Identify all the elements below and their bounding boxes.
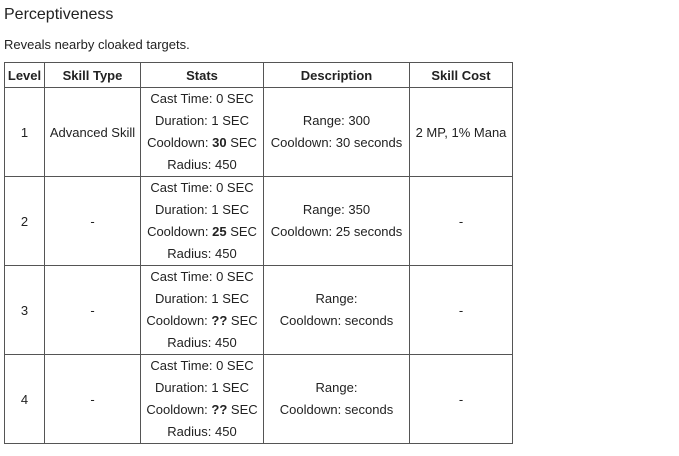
description-cell	[264, 266, 410, 355]
cooldown-unit: SEC	[226, 135, 257, 150]
duration: Duration: 1 SEC	[155, 113, 249, 128]
cooldown	[143, 399, 261, 421]
skill-description: Reveals nearby cloaked targets.	[4, 37, 190, 52]
cast-time: Cast Time: 0 SEC	[150, 91, 254, 106]
cooldown-value: ??	[211, 402, 228, 417]
stats-cell	[141, 177, 264, 266]
table-row	[5, 355, 513, 444]
table-header-row	[5, 63, 513, 88]
cooldown-unit: SEC	[226, 224, 257, 239]
cooldown	[143, 310, 261, 332]
cooldown-text: Cooldown: seconds	[279, 402, 394, 417]
cooldown-value: 25	[212, 224, 227, 239]
cast-time: Cast Time: 0 SEC	[150, 358, 254, 373]
cast-time: Cast Time: 0 SEC	[150, 269, 254, 284]
radius: Radius: 450	[167, 424, 237, 439]
duration: Duration: 1 SEC	[155, 380, 249, 395]
range-text: Range:	[315, 380, 358, 395]
table-row	[5, 88, 513, 177]
description-cell	[264, 355, 410, 444]
description-cell	[264, 88, 410, 177]
duration: Duration: 1 SEC	[155, 202, 249, 217]
level-cell: 1	[5, 88, 45, 177]
cooldown-label: Cooldown:	[146, 313, 212, 328]
cooldown-unit: SEC	[227, 402, 258, 417]
level-cell: 3	[5, 266, 45, 355]
column-header-description: Description	[264, 63, 410, 88]
cooldown	[143, 132, 261, 154]
cooldown-label: Cooldown:	[147, 224, 213, 239]
radius: Radius: 450	[167, 246, 237, 261]
table-row	[5, 266, 513, 355]
radius: Radius: 450	[167, 157, 237, 172]
skill-type-cell: Advanced Skill	[45, 88, 141, 177]
column-header-skill-type: Skill Type	[45, 63, 141, 88]
description-cell	[264, 177, 410, 266]
skill-cost-cell: -	[410, 355, 513, 444]
cast-time: Cast Time: 0 SEC	[150, 180, 254, 195]
skill-cost-cell: -	[410, 266, 513, 355]
stats-cell	[141, 355, 264, 444]
column-header-stats: Stats	[141, 63, 264, 88]
cooldown-unit: SEC	[227, 313, 258, 328]
cooldown-value: 30	[212, 135, 227, 150]
skill-type-cell: -	[45, 355, 141, 444]
cooldown-label: Cooldown:	[146, 402, 212, 417]
duration: Duration: 1 SEC	[155, 291, 249, 306]
radius: Radius: 450	[167, 335, 237, 350]
cooldown	[143, 221, 261, 243]
stats-cell	[141, 88, 264, 177]
level-cell: 2	[5, 177, 45, 266]
page-title: Perceptiveness	[4, 6, 114, 23]
range-text: Range:	[315, 291, 358, 306]
range-text: Range: 300	[302, 113, 371, 128]
skill-cost-cell: 2 MP, 1% Mana	[410, 88, 513, 177]
cooldown-value: ??	[211, 313, 228, 328]
level-cell: 4	[5, 355, 45, 444]
column-header-skill-cost: Skill Cost	[410, 63, 513, 88]
table-row	[5, 177, 513, 266]
skill-table	[4, 62, 513, 444]
cooldown-text: Cooldown: 30 seconds	[270, 135, 403, 150]
column-header-level: Level	[5, 63, 45, 88]
cooldown-text: Cooldown: 25 seconds	[270, 224, 403, 239]
stats-cell	[141, 266, 264, 355]
skill-cost-cell: -	[410, 177, 513, 266]
skill-type-cell: -	[45, 177, 141, 266]
skill-type-cell: -	[45, 266, 141, 355]
cooldown-label: Cooldown:	[147, 135, 213, 150]
cooldown-text: Cooldown: seconds	[279, 313, 394, 328]
range-text: Range: 350	[302, 202, 371, 217]
